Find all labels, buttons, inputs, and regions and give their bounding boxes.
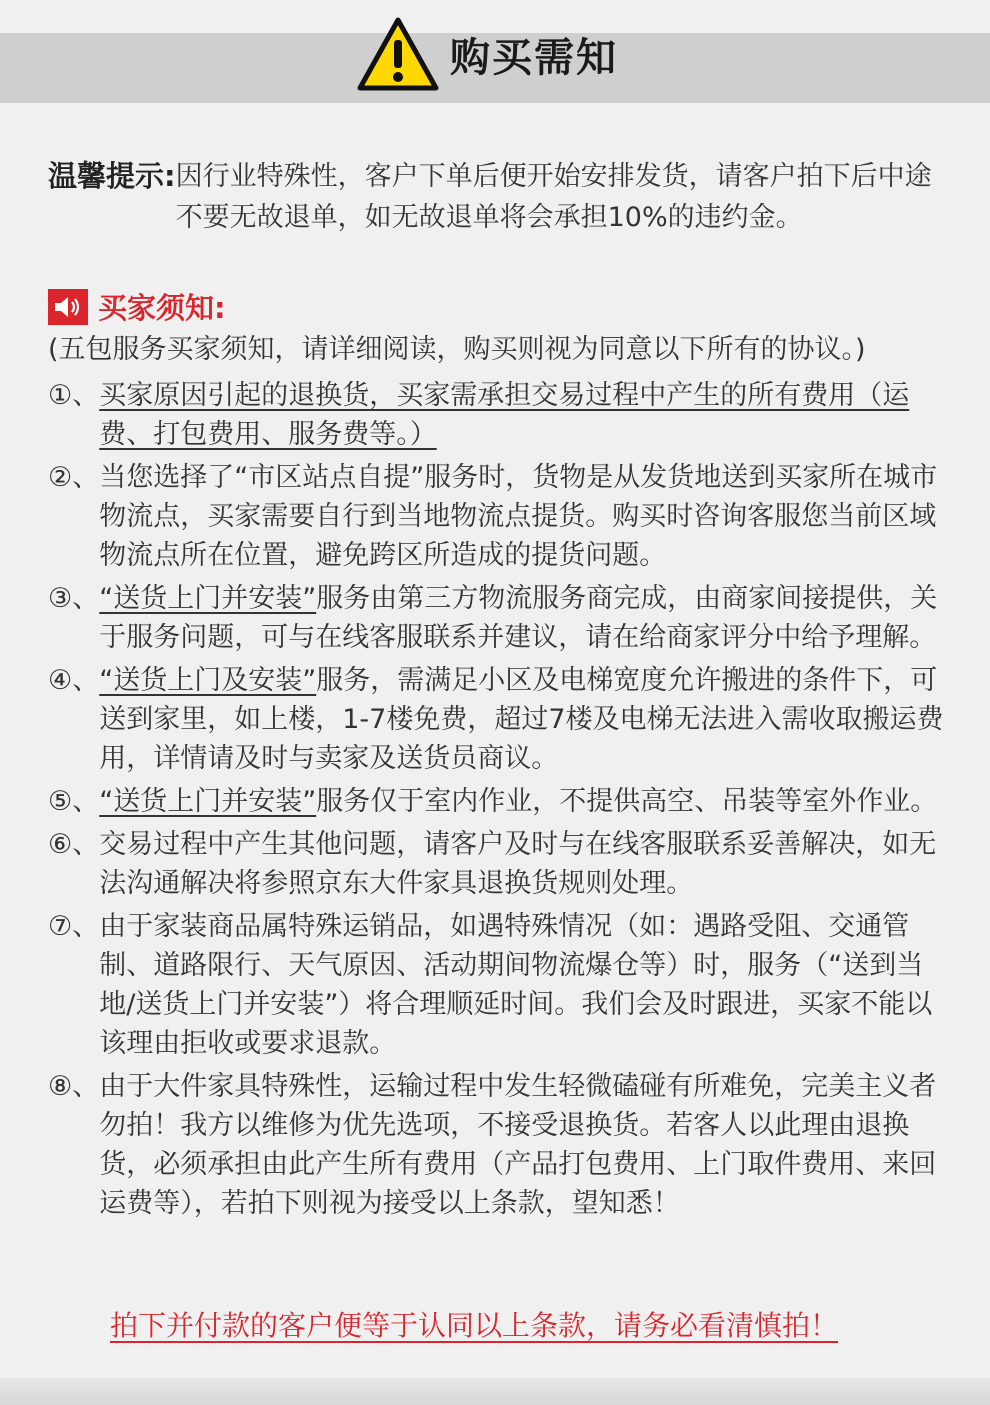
list-item [48, 376, 948, 454]
page-title: 购买需知 [450, 34, 618, 81]
item-text: 由于家装商品属特殊运销品，如遇特殊情况（如：遇路受阻、交通管制、道路限行、天气原因、活动期间物流爆仓等）时，服务（“送到当地/送货上门并安装”）将合理顺延时间。我们会及时跟进，买家不能以该理由拒收或要求退款。 [99, 911, 933, 1059]
list-item [48, 907, 948, 1063]
buyer-notice-heading [48, 286, 226, 327]
item-body: 服务仅于室内作业，不提供高空、吊装等室外作业。 [316, 786, 938, 817]
list-item [48, 1067, 948, 1223]
item-number: ⑧、 [48, 1071, 100, 1102]
item-body: 服务由第三方物流服务商完成，由商家间接提供，关于服务问题，可与在线客服联系并建议，请在给商家评分中给予理解。 [99, 583, 938, 653]
item-number: ⑥、 [48, 829, 100, 860]
buyer-notice-title: 买家须知: [98, 291, 226, 325]
item-text: 由于大件家具特殊性，运输过程中发生轻微磕碰有所难免，完美主义者勿拍！我方以维修为优先选项，不接受退换货。若客人以此理由退换货，必须承担由此产生所有费用（产品打包费用、上门取件费用、来回运费等），若拍下则视为接受以上条款，望知悉！ [99, 1071, 937, 1219]
item-number: ⑦、 [48, 911, 100, 942]
footer-warning: 拍下并付款的客户便等于认同以上条款，请务必看清慎拍！ [110, 1309, 839, 1342]
tip-text: 因行业特殊性，客户下单后便开始安排发货，请客户拍下后中途不要无故退单，如无故退单将会承担10%的违约金。 [175, 161, 932, 233]
warning-triangle-icon [356, 16, 440, 92]
item-number: ③、 [48, 583, 100, 614]
item-number: ①、 [48, 380, 100, 411]
list-item [48, 458, 948, 575]
item-text: 买家原因引起的退换货，买家需承担交易过程中产生的所有费用（运费、打包费用、服务费等。） [99, 380, 910, 450]
item-text [99, 782, 948, 821]
item-service-name: “送货上门并安装” [99, 583, 317, 614]
list-item [48, 782, 948, 821]
tip-label: 温馨提示: [48, 159, 176, 193]
speaker-icon [48, 289, 88, 325]
bottom-bar [0, 1378, 990, 1405]
list-item [48, 661, 948, 778]
item-text: 交易过程中产生其他问题，请客户及时与在线客服联系妥善解决，如无法沟通解决将参照京东大件家具退换货规则处理。 [99, 829, 937, 899]
buyer-notice-intro: (五包服务买家须知，请详细阅读，购买则视为同意以下所有的协议。) [48, 334, 866, 365]
item-text [99, 661, 948, 778]
item-text [99, 579, 948, 657]
item-number: ②、 [48, 462, 100, 493]
tip-block [48, 156, 948, 238]
item-body: 服务，需满足小区及电梯宽度允许搬进的条件下，可送到家里，如上楼，1-7楼免费，超过7楼及电梯无法进入需收取搬运费用，详情请及时与卖家及送货员商议。 [99, 665, 944, 774]
list-item [48, 825, 948, 903]
header [356, 14, 618, 94]
notice-list [48, 376, 948, 1227]
item-number: ⑤、 [48, 786, 100, 817]
item-service-name: “送货上门并安装” [99, 786, 317, 817]
item-text: 当您选择了“市区站点自提”服务时，货物是从发货地送到买家所在城市物流点，买家需要自行到当地物流点提货。购买时咨询客服您当前区域物流点所在位置，避免跨区所造成的提货问题。 [99, 462, 938, 571]
list-item [48, 579, 948, 657]
item-number: ④、 [48, 665, 100, 696]
item-service-name: “送货上门及安装” [99, 665, 317, 696]
